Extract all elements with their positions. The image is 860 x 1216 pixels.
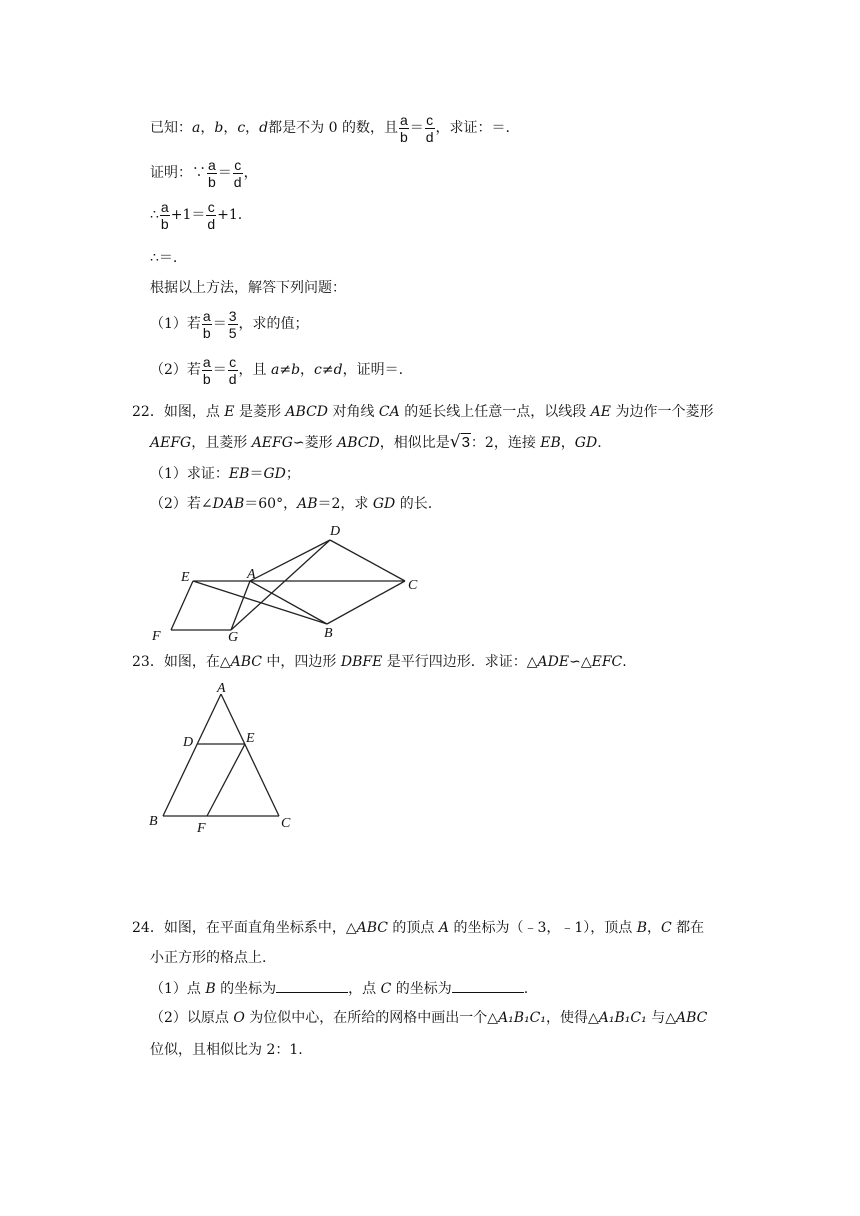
label-D: D [183, 735, 194, 750]
problem-22-sub-1: （1）求证：EB＝GD； [150, 466, 300, 482]
line-AC [221, 694, 279, 816]
fraction-c-over-d: $\frac{c}{d}$ [425, 111, 434, 145]
fraction-c-over-d: $\frac{c}{d}$ [233, 156, 242, 190]
problem-24-sub-1: （1）点 B 的坐标为 ，点 C 的坐标为 . [150, 978, 528, 999]
problem-24-line-3: 位似，且相似比为 2：1. [150, 1042, 303, 1058]
label-B: B [149, 814, 158, 829]
method-line: 根据以上方法，解答下列问题： [150, 280, 346, 296]
line-EF [207, 744, 245, 816]
label-C: C [281, 816, 291, 831]
problem-24-line-1: 24．如图，在平面直角坐标系中，△ABC 的顶点 A 的坐标为（﹣3，﹣1），顶点 B，C 都在 [132, 920, 705, 936]
label-F: F [197, 821, 206, 836]
line-AD [250, 540, 330, 581]
sqrt-icon: √ [449, 432, 461, 452]
label-A: A [247, 567, 256, 582]
proof-line-3: ∴＝. [150, 250, 178, 266]
problem-23: 23．如图，在△ABC 中，四边形 DBFE 是平行四边形．求证：△ADE∽△EFC. [132, 654, 627, 670]
proof-line-2: ∴ $\frac{a}{b}$ +1＝ $\frac{c}{d}$ +1. [150, 198, 243, 232]
label-E: E [246, 731, 255, 746]
label-C: C [408, 578, 418, 593]
label-E: E [181, 570, 190, 585]
question-1: （1）若 $\frac{a}{b}$ ＝ $\frac{3}{5}$ ，求的值； [150, 307, 309, 341]
problem-24-line-2: 小正方形的格点上. [150, 950, 267, 966]
fraction-a-over-b: $\frac{a}{b}$ [202, 353, 211, 387]
fraction-a-over-b: $\frac{a}{b}$ [208, 156, 216, 190]
label-F: F [152, 629, 161, 644]
answer-blank-C[interactable] [452, 978, 524, 993]
problem-22-line-1: 22．如图，点 E 是菱形 ABCD 对角线 CA 的延长线上任意一点，以线段 AE 为边作一个菱形 [132, 404, 714, 420]
label-B: B [324, 626, 333, 641]
line-EB [193, 581, 327, 624]
line-GD [231, 540, 330, 630]
answer-blank-B[interactable] [276, 978, 348, 993]
line-BA [250, 581, 327, 624]
fraction-a-over-b: $\frac{a}{b}$ [399, 111, 408, 145]
problem-24-sub-2: （2）以原点 O 为位似中心，在所给的网格中画出一个△A₁B₁C₁，使得△A₁B₁C₁ 与△ABC [150, 1010, 708, 1026]
line-DC [330, 540, 405, 581]
problem-22-line-2: AEFG，且菱形 AEFG∽菱形 ABCD，相似比是√3：2，连接 EB，GD. [150, 432, 602, 452]
fraction-c-over-d: $\frac{c}{d}$ [207, 198, 216, 232]
label-D: D [330, 524, 341, 539]
line-CB [327, 581, 405, 624]
fraction-a-over-b: $\frac{a}{b}$ [202, 307, 211, 341]
fraction-a-over-b: $\frac{a}{b}$ [160, 198, 169, 232]
question-2: （2）若 $\frac{a}{b}$ ＝ $\frac{c}{d}$ ，且 a≠b，c≠d，证明＝. [150, 353, 404, 387]
label-G: G [228, 630, 239, 645]
line-FE [171, 581, 193, 630]
line-AG [231, 581, 250, 630]
line-AB [163, 694, 221, 816]
given-statement: 已知：a，b，c，d都是不为 0 的数，且 $\frac{a}{b}$ ＝ $\frac{c}{d}$ ，求证：＝. [150, 111, 510, 145]
fraction-c-over-d: $\frac{c}{d}$ [228, 353, 237, 387]
proof-line-1: 证明：∵ $\frac{a}{b}$ ＝ $\frac{c}{d}$ ， [150, 156, 258, 190]
fraction-3-over-5: $\frac{3}{5}$ [228, 307, 237, 341]
label-A: A [217, 681, 226, 696]
problem-22-sub-2: （2）若∠DAB＝60°，AB＝2，求 GD 的长. [150, 496, 433, 512]
